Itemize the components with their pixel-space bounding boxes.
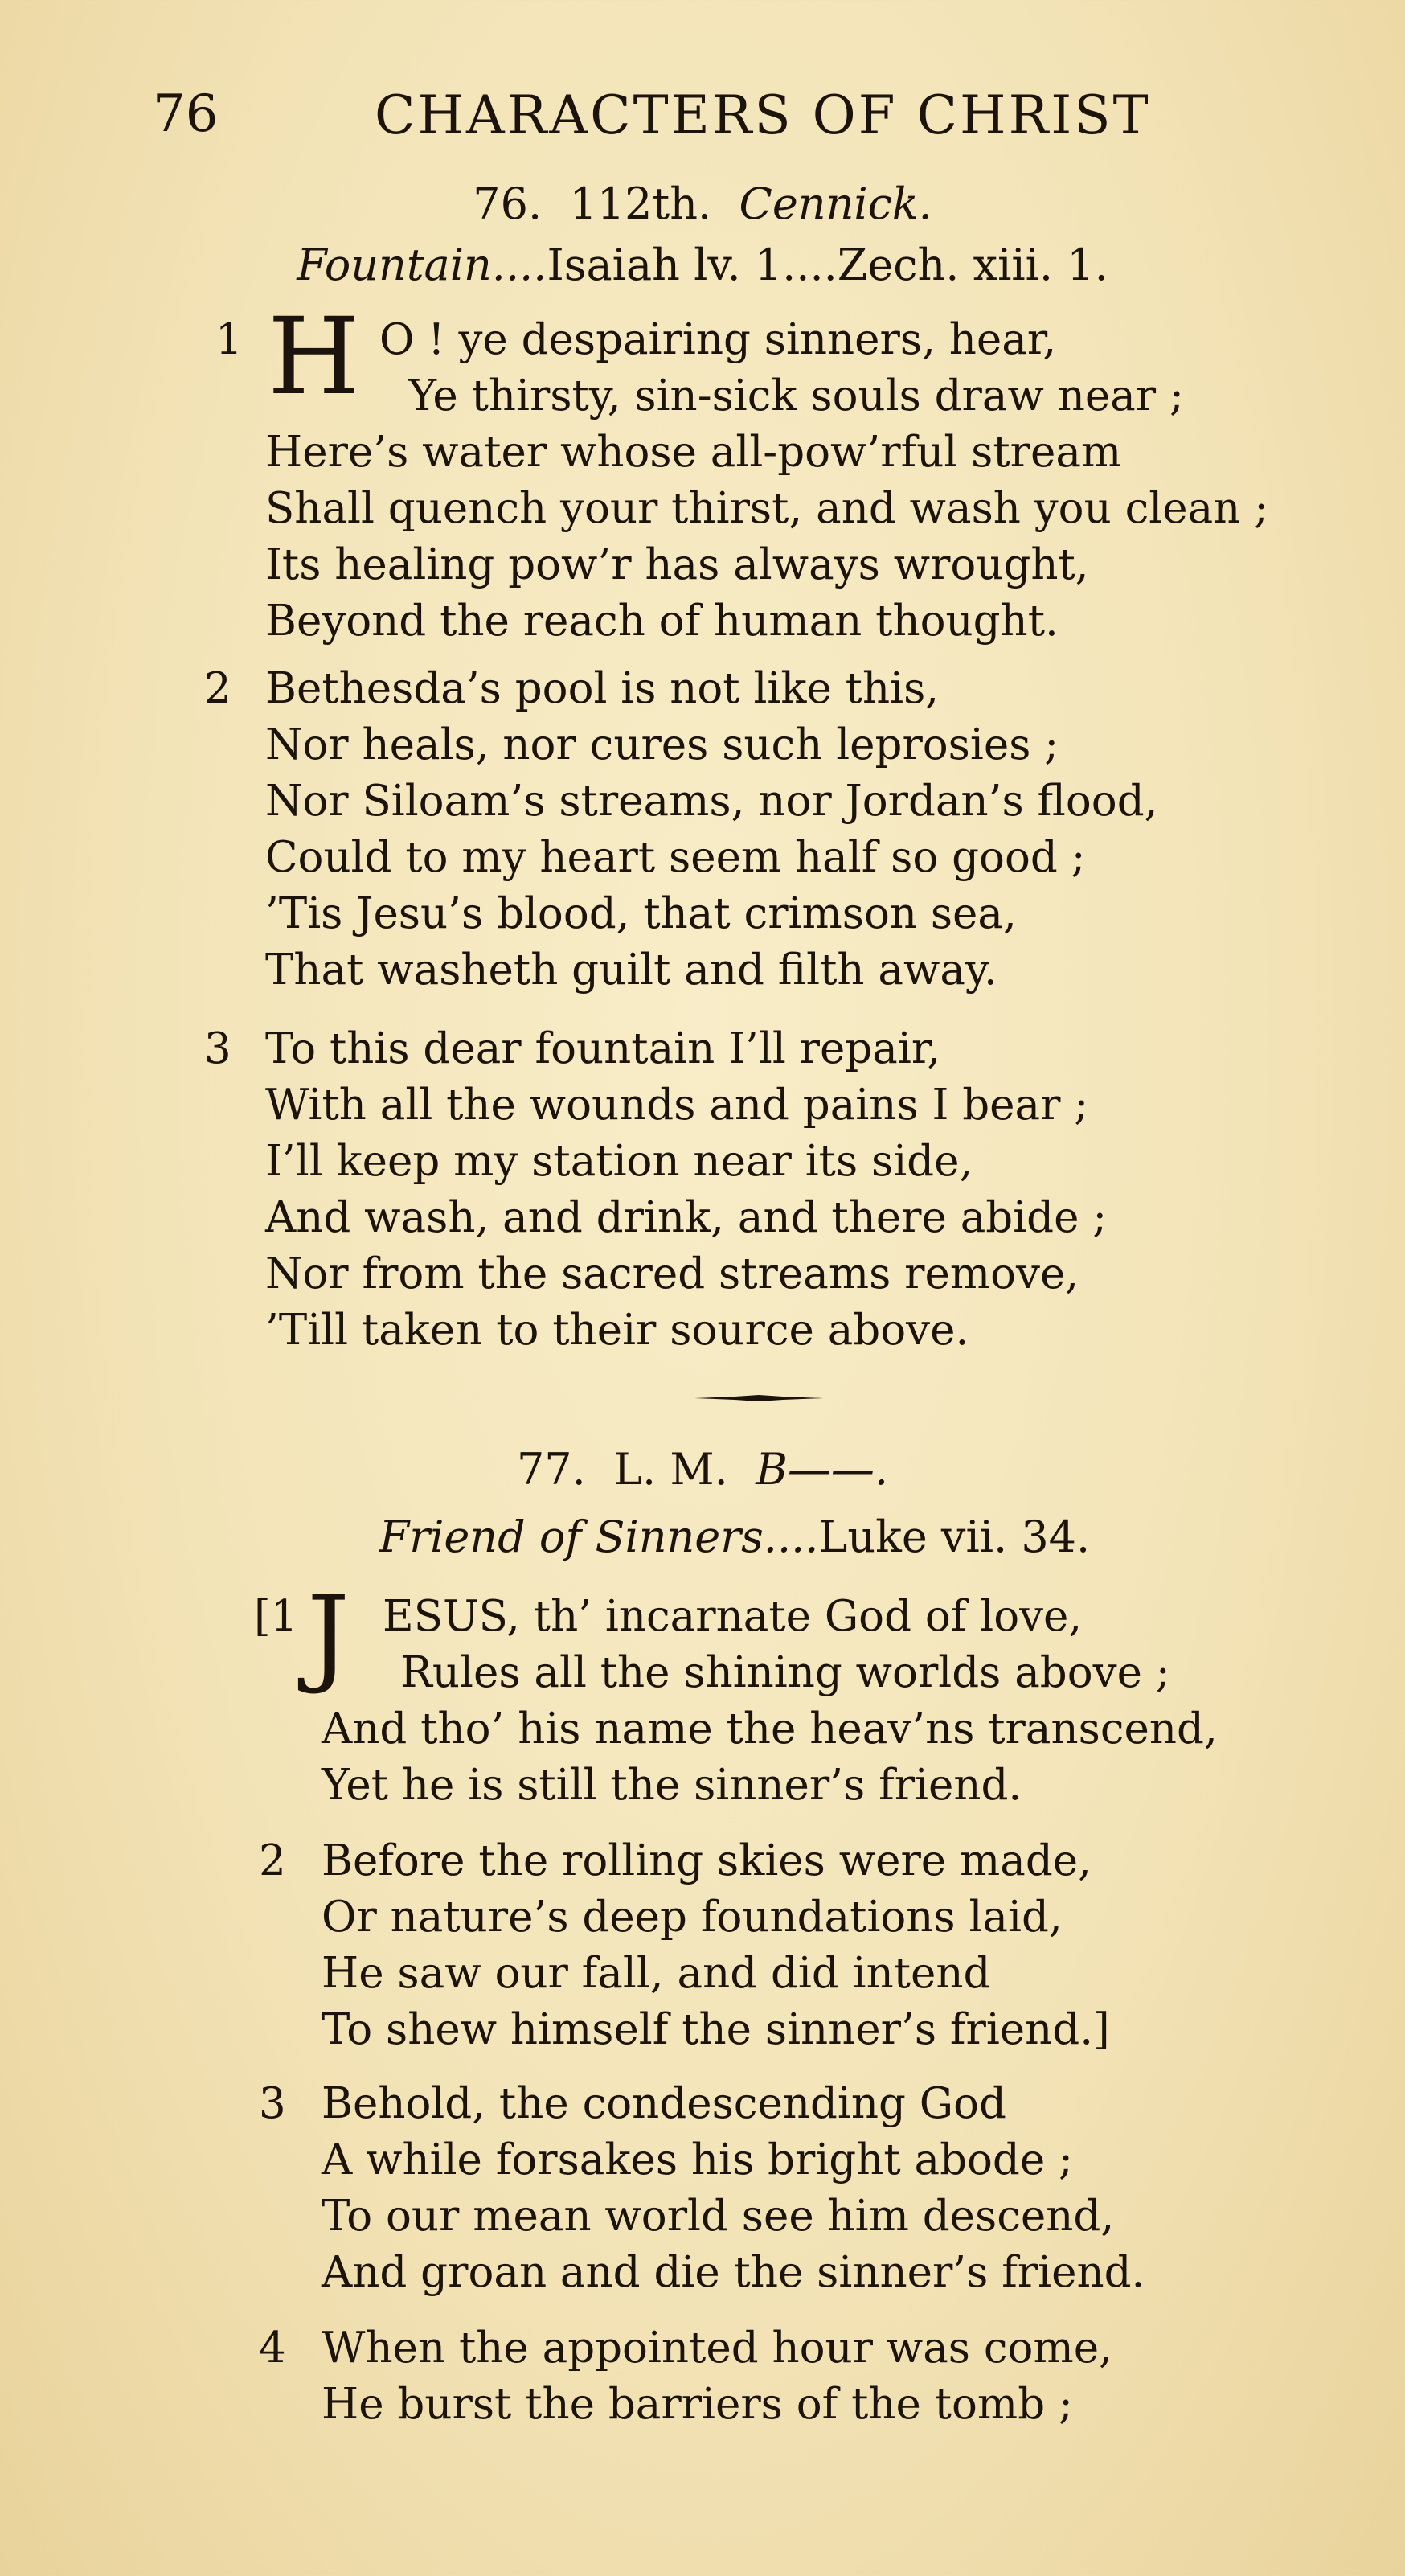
drop-cap: J [307,1573,350,1697]
verse-line: Or nature’s deep foundations laid, [322,1893,1063,1942]
running-title: CHARACTERS OF CHRIST [375,84,1151,146]
verse-line: ’Till taken to their source above. [265,1306,969,1355]
verse-line: Yet he is still the sinner’s friend. [322,1761,1022,1810]
hymn-76-heading [0,178,1405,229]
hymn-meter: L. M. [613,1444,728,1495]
verse-line: Its healing pow’r has always wrought, [265,540,1089,589]
stanza-number: 2 [259,1836,286,1885]
verse-line: Bethesda’s pool is not like this, [265,664,940,713]
verse-line: And groan and die the sinner’s friend. [322,2248,1145,2297]
hymn-author: Cennick. [739,178,932,229]
verse-line: Could to my heart seem half so good ; [265,833,1086,882]
stanza-number: [1 [254,1592,298,1641]
verse-line: To this dear fountain I’ll repair, [265,1024,941,1073]
hymn-reference: Luke vii. 34. [818,1512,1091,1562]
verse-line: That washeth guilt and filth away. [265,945,997,995]
verse-line: Rules all the shining worlds above ; [400,1648,1170,1697]
drop-cap: H [268,295,361,419]
verse-line: O ! ye despairing sinners, hear, [379,315,1057,364]
hymn-author: B——. [756,1444,889,1495]
verse-line: Ye thirsty, sin-sick souls draw near ; [408,371,1184,420]
hymn-number: 77. [516,1444,586,1495]
verse-line: Nor heals, nor cures such leprosies ; [265,720,1059,769]
verse-line: He burst the barriers of the tomb ; [322,2380,1073,2429]
verse-line: Before the rolling skies were made, [322,1836,1092,1885]
verse-line: Nor from the sacred streams remove, [265,1249,1079,1298]
verse-line: Here’s water whose all-pow’rful stream [265,428,1122,477]
hymn-77-subtitle [32,1512,1405,1562]
stanza-number: 3 [259,2079,286,2128]
stanza-number: 1 [215,315,243,364]
verse-line: Shall quench your thirst, and wash you clean ; [265,484,1269,533]
verse-line: When the appointed hour was come, [322,2324,1112,2373]
hymn-topic: Fountain.... [297,240,547,290]
verse-line: To our mean world see him descend, [322,2192,1115,2241]
hymn-reference: Isaiah lv. 1....Zech. xiii. 1. [547,240,1108,290]
verse-line: Nor Siloam’s streams, nor Jordan’s flood, [265,777,1158,826]
stanza-number: 4 [259,2324,286,2373]
verse-line: And tho’ his name the heav’ns transcend, [322,1704,1218,1754]
stanza-number: 2 [204,664,231,713]
stanza-number: 3 [204,1024,231,1073]
verse-line: ’Tis Jesu’s blood, that crimson sea, [265,889,1017,938]
section-divider [694,1394,823,1402]
hymn-76-subtitle [0,240,1405,290]
verse-line: Beyond the reach of human thought. [265,597,1059,646]
verse-line: To shew himself the sinner’s friend.] [322,2005,1110,2054]
hymn-meter: 112th. [569,178,712,229]
hymn-77-heading [0,1444,1405,1495]
verse-line: Behold, the condescending God [322,2079,1006,2128]
verse-line: He saw our fall, and did intend [322,1949,991,1998]
hymn-topic: Friend of Sinners.... [379,1512,819,1562]
verse-line: And wash, and drink, and there abide ; [265,1193,1108,1242]
verse-line: ESUS, th’ incarnate God of love, [383,1592,1083,1641]
verse-line: With all the wounds and pains I bear ; [265,1081,1089,1130]
page-number: 76 [153,84,219,144]
running-head [153,84,1198,149]
hymn-number: 76. [473,178,543,229]
verse-line: A while forsakes his bright abode ; [322,2135,1073,2184]
verse-line: I’ll keep my station near its side, [265,1137,973,1186]
